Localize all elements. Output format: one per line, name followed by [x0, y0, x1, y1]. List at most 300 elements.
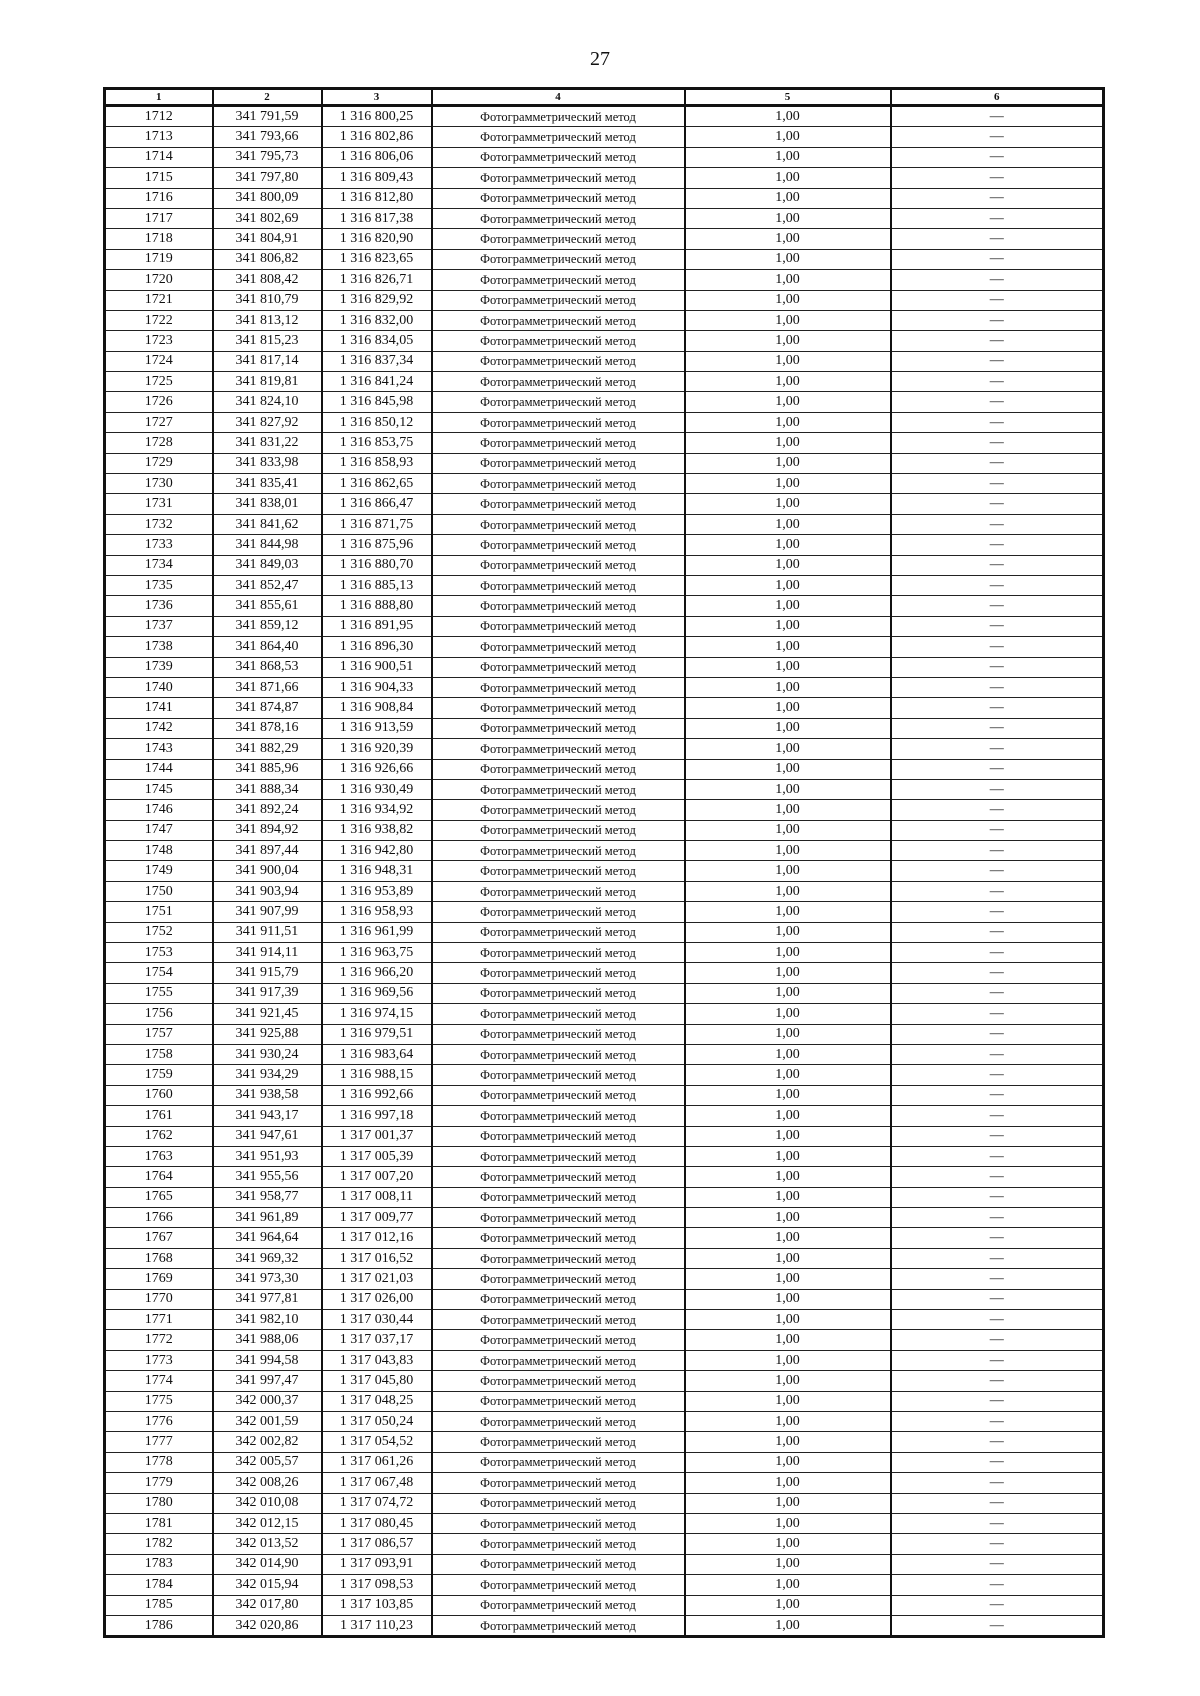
accuracy-cell: 1,00 — [685, 1044, 891, 1064]
y-coordinate-cell: 1 317 045,80 — [322, 1371, 432, 1391]
table-row — [105, 372, 1104, 392]
y-coordinate-cell: 1 316 891,95 — [322, 616, 432, 636]
y-coordinate-cell: 1 317 009,77 — [322, 1208, 432, 1228]
y-coordinate-cell: 1 316 920,39 — [322, 739, 432, 759]
method-cell: Фотограмметрический метод — [432, 453, 685, 473]
y-coordinate-cell: 1 316 934,92 — [322, 800, 432, 820]
method-cell: Фотограмметрический метод — [432, 1065, 685, 1085]
point-number-cell: 1784 — [105, 1575, 213, 1595]
column-header-6: 6 — [891, 89, 1104, 106]
point-number-cell: 1748 — [105, 841, 213, 861]
point-number-cell: 1726 — [105, 392, 213, 412]
table-row — [105, 637, 1104, 657]
point-number-cell: 1783 — [105, 1554, 213, 1574]
note-cell: — — [891, 331, 1104, 351]
note-cell: — — [891, 1085, 1104, 1105]
note-cell: — — [891, 902, 1104, 922]
y-coordinate-cell: 1 317 067,48 — [322, 1473, 432, 1493]
x-coordinate-cell: 341 964,64 — [213, 1228, 322, 1248]
accuracy-cell: 1,00 — [685, 800, 891, 820]
accuracy-cell: 1,00 — [685, 168, 891, 188]
method-cell: Фотограмметрический метод — [432, 820, 685, 840]
y-coordinate-cell: 1 316 913,59 — [322, 718, 432, 738]
x-coordinate-cell: 341 885,96 — [213, 759, 322, 779]
method-cell: Фотограмметрический метод — [432, 1493, 685, 1513]
table-row — [105, 922, 1104, 942]
note-cell: — — [891, 983, 1104, 1003]
method-cell: Фотограмметрический метод — [432, 1432, 685, 1452]
point-number-cell: 1759 — [105, 1065, 213, 1085]
table-row — [105, 1554, 1104, 1574]
method-cell: Фотограмметрический метод — [432, 1452, 685, 1472]
note-cell: — — [891, 1554, 1104, 1574]
method-cell: Фотограмметрический метод — [432, 535, 685, 555]
point-number-cell: 1745 — [105, 779, 213, 799]
accuracy-cell: 1,00 — [685, 759, 891, 779]
note-cell: — — [891, 412, 1104, 432]
x-coordinate-cell: 341 813,12 — [213, 310, 322, 330]
method-cell: Фотограмметрический метод — [432, 963, 685, 983]
accuracy-cell: 1,00 — [685, 983, 891, 1003]
table-row — [105, 963, 1104, 983]
note-cell: — — [891, 1269, 1104, 1289]
y-coordinate-cell: 1 316 953,89 — [322, 881, 432, 901]
table-row — [105, 1513, 1104, 1533]
table-row — [105, 514, 1104, 534]
method-cell: Фотограмметрический метод — [432, 759, 685, 779]
x-coordinate-cell: 341 835,41 — [213, 474, 322, 494]
table-row — [105, 208, 1104, 228]
method-cell: Фотограмметрический метод — [432, 1106, 685, 1126]
y-coordinate-cell: 1 316 841,24 — [322, 372, 432, 392]
y-coordinate-cell: 1 317 001,37 — [322, 1126, 432, 1146]
table-row — [105, 1330, 1104, 1350]
y-coordinate-cell: 1 317 093,91 — [322, 1554, 432, 1574]
y-coordinate-cell: 1 316 969,56 — [322, 983, 432, 1003]
accuracy-cell: 1,00 — [685, 229, 891, 249]
x-coordinate-cell: 341 831,22 — [213, 433, 322, 453]
table-row — [105, 1065, 1104, 1085]
x-coordinate-cell: 341 947,61 — [213, 1126, 322, 1146]
y-coordinate-cell: 1 316 908,84 — [322, 698, 432, 718]
accuracy-cell: 1,00 — [685, 739, 891, 759]
method-cell: Фотограмметрический метод — [432, 637, 685, 657]
accuracy-cell: 1,00 — [685, 698, 891, 718]
table-row — [105, 1432, 1104, 1452]
accuracy-cell: 1,00 — [685, 331, 891, 351]
x-coordinate-cell: 341 841,62 — [213, 514, 322, 534]
x-coordinate-cell: 341 977,81 — [213, 1289, 322, 1309]
y-coordinate-cell: 1 316 900,51 — [322, 657, 432, 677]
accuracy-cell: 1,00 — [685, 1554, 891, 1574]
table-row — [105, 331, 1104, 351]
method-cell: Фотограмметрический метод — [432, 1208, 685, 1228]
table-row — [105, 779, 1104, 799]
point-number-cell: 1733 — [105, 535, 213, 555]
x-coordinate-cell: 341 897,44 — [213, 841, 322, 861]
accuracy-cell: 1,00 — [685, 677, 891, 697]
point-number-cell: 1741 — [105, 698, 213, 718]
note-cell: — — [891, 1615, 1104, 1636]
point-number-cell: 1736 — [105, 596, 213, 616]
x-coordinate-cell: 342 015,94 — [213, 1575, 322, 1595]
table-row — [105, 1391, 1104, 1411]
x-coordinate-cell: 341 817,14 — [213, 351, 322, 371]
point-number-cell: 1770 — [105, 1289, 213, 1309]
x-coordinate-cell: 341 827,92 — [213, 412, 322, 432]
y-coordinate-cell: 1 316 875,96 — [322, 535, 432, 555]
y-coordinate-cell: 1 316 885,13 — [322, 575, 432, 595]
method-cell: Фотограмметрический метод — [432, 861, 685, 881]
table-row — [105, 1493, 1104, 1513]
x-coordinate-cell: 341 874,87 — [213, 698, 322, 718]
method-cell: Фотограмметрический метод — [432, 1269, 685, 1289]
point-number-cell: 1771 — [105, 1310, 213, 1330]
method-cell: Фотограмметрический метод — [432, 392, 685, 412]
table-row — [105, 1269, 1104, 1289]
method-cell: Фотограмметрический метод — [432, 249, 685, 269]
method-cell: Фотограмметрический метод — [432, 718, 685, 738]
point-number-cell: 1780 — [105, 1493, 213, 1513]
table-row — [105, 841, 1104, 861]
point-number-cell: 1746 — [105, 800, 213, 820]
x-coordinate-cell: 341 810,79 — [213, 290, 322, 310]
accuracy-cell: 1,00 — [685, 1595, 891, 1615]
table-row — [105, 351, 1104, 371]
table-row — [105, 147, 1104, 167]
y-coordinate-cell: 1 317 016,52 — [322, 1248, 432, 1268]
point-number-cell: 1781 — [105, 1513, 213, 1533]
y-coordinate-cell: 1 317 008,11 — [322, 1187, 432, 1207]
note-cell: — — [891, 1534, 1104, 1554]
method-cell: Фотограмметрический метод — [432, 168, 685, 188]
x-coordinate-cell: 341 925,88 — [213, 1024, 322, 1044]
point-number-cell: 1761 — [105, 1106, 213, 1126]
table-row — [105, 106, 1104, 127]
method-cell: Фотограмметрический метод — [432, 943, 685, 963]
accuracy-cell: 1,00 — [685, 1146, 891, 1166]
table-row — [105, 1534, 1104, 1554]
note-cell: — — [891, 596, 1104, 616]
point-number-cell: 1725 — [105, 372, 213, 392]
table-row — [105, 820, 1104, 840]
table-row — [105, 800, 1104, 820]
accuracy-cell: 1,00 — [685, 1513, 891, 1533]
x-coordinate-cell: 341 951,93 — [213, 1146, 322, 1166]
x-coordinate-cell: 341 982,10 — [213, 1310, 322, 1330]
table-row — [105, 881, 1104, 901]
note-cell: — — [891, 963, 1104, 983]
x-coordinate-cell: 341 804,91 — [213, 229, 322, 249]
method-cell: Фотограмметрический метод — [432, 514, 685, 534]
point-number-cell: 1734 — [105, 555, 213, 575]
y-coordinate-cell: 1 317 007,20 — [322, 1167, 432, 1187]
table-row — [105, 127, 1104, 147]
y-coordinate-cell: 1 316 834,05 — [322, 331, 432, 351]
x-coordinate-cell: 341 802,69 — [213, 208, 322, 228]
accuracy-cell: 1,00 — [685, 412, 891, 432]
note-cell: — — [891, 535, 1104, 555]
point-number-cell: 1756 — [105, 1004, 213, 1024]
note-cell: — — [891, 1024, 1104, 1044]
y-coordinate-cell: 1 316 979,51 — [322, 1024, 432, 1044]
method-cell: Фотограмметрический метод — [432, 474, 685, 494]
accuracy-cell: 1,00 — [685, 392, 891, 412]
method-cell: Фотограмметрический метод — [432, 1289, 685, 1309]
accuracy-cell: 1,00 — [685, 1310, 891, 1330]
table-row — [105, 229, 1104, 249]
y-coordinate-cell: 1 316 966,20 — [322, 963, 432, 983]
x-coordinate-cell: 341 994,58 — [213, 1350, 322, 1370]
note-cell: — — [891, 841, 1104, 861]
note-cell: — — [891, 575, 1104, 595]
y-coordinate-cell: 1 316 862,65 — [322, 474, 432, 494]
x-coordinate-cell: 341 871,66 — [213, 677, 322, 697]
note-cell: — — [891, 1004, 1104, 1024]
point-number-cell: 1740 — [105, 677, 213, 697]
accuracy-cell: 1,00 — [685, 841, 891, 861]
method-cell: Фотограмметрический метод — [432, 555, 685, 575]
y-coordinate-cell: 1 316 820,90 — [322, 229, 432, 249]
point-number-cell: 1738 — [105, 637, 213, 657]
y-coordinate-cell: 1 316 809,43 — [322, 168, 432, 188]
x-coordinate-cell: 341 973,30 — [213, 1269, 322, 1289]
x-coordinate-cell: 341 997,47 — [213, 1371, 322, 1391]
method-cell: Фотограмметрический метод — [432, 1187, 685, 1207]
accuracy-cell: 1,00 — [685, 1208, 891, 1228]
point-number-cell: 1772 — [105, 1330, 213, 1350]
accuracy-cell: 1,00 — [685, 616, 891, 636]
note-cell: — — [891, 555, 1104, 575]
method-cell: Фотограмметрический метод — [432, 1004, 685, 1024]
x-coordinate-cell: 341 930,24 — [213, 1044, 322, 1064]
method-cell: Фотограмметрический метод — [432, 1473, 685, 1493]
accuracy-cell: 1,00 — [685, 453, 891, 473]
method-cell: Фотограмметрический метод — [432, 881, 685, 901]
note-cell: — — [891, 229, 1104, 249]
note-cell: — — [891, 759, 1104, 779]
method-cell: Фотограмметрический метод — [432, 290, 685, 310]
accuracy-cell: 1,00 — [685, 1534, 891, 1554]
note-cell: — — [891, 372, 1104, 392]
x-coordinate-cell: 341 911,51 — [213, 922, 322, 942]
note-cell: — — [891, 1044, 1104, 1064]
method-cell: Фотограмметрический метод — [432, 1615, 685, 1636]
table-row — [105, 1187, 1104, 1207]
accuracy-cell: 1,00 — [685, 1167, 891, 1187]
y-coordinate-cell: 1 316 817,38 — [322, 208, 432, 228]
table-row — [105, 1412, 1104, 1432]
note-cell: — — [891, 1065, 1104, 1085]
table-row — [105, 698, 1104, 718]
point-number-cell: 1774 — [105, 1371, 213, 1391]
x-coordinate-cell: 341 808,42 — [213, 270, 322, 290]
method-cell: Фотограмметрический метод — [432, 1513, 685, 1533]
point-number-cell: 1732 — [105, 514, 213, 534]
y-coordinate-cell: 1 316 926,66 — [322, 759, 432, 779]
accuracy-cell: 1,00 — [685, 127, 891, 147]
point-number-cell: 1728 — [105, 433, 213, 453]
y-coordinate-cell: 1 316 948,31 — [322, 861, 432, 881]
method-cell: Фотограмметрический метод — [432, 739, 685, 759]
accuracy-cell: 1,00 — [685, 188, 891, 208]
accuracy-cell: 1,00 — [685, 922, 891, 942]
table-row — [105, 943, 1104, 963]
accuracy-cell: 1,00 — [685, 1085, 891, 1105]
y-coordinate-cell: 1 316 958,93 — [322, 902, 432, 922]
table-row — [105, 1085, 1104, 1105]
coordinates-table — [103, 87, 1105, 1638]
point-number-cell: 1778 — [105, 1452, 213, 1472]
note-cell: — — [891, 1473, 1104, 1493]
note-cell: — — [891, 474, 1104, 494]
table-row — [105, 555, 1104, 575]
note-cell: — — [891, 1126, 1104, 1146]
column-header-4: 4 — [432, 89, 685, 106]
accuracy-cell: 1,00 — [685, 963, 891, 983]
accuracy-cell: 1,00 — [685, 1004, 891, 1024]
x-coordinate-cell: 341 852,47 — [213, 575, 322, 595]
x-coordinate-cell: 342 000,37 — [213, 1391, 322, 1411]
table-row — [105, 718, 1104, 738]
accuracy-cell: 1,00 — [685, 596, 891, 616]
y-coordinate-cell: 1 316 845,98 — [322, 392, 432, 412]
accuracy-cell: 1,00 — [685, 943, 891, 963]
point-number-cell: 1729 — [105, 453, 213, 473]
accuracy-cell: 1,00 — [685, 1330, 891, 1350]
table-row — [105, 270, 1104, 290]
method-cell: Фотограмметрический метод — [432, 106, 685, 127]
method-cell: Фотограмметрический метод — [432, 1085, 685, 1105]
point-number-cell: 1757 — [105, 1024, 213, 1044]
x-coordinate-cell: 341 806,82 — [213, 249, 322, 269]
table-row — [105, 494, 1104, 514]
table-row — [105, 657, 1104, 677]
column-header-1: 1 — [105, 89, 213, 106]
x-coordinate-cell: 341 795,73 — [213, 147, 322, 167]
point-number-cell: 1767 — [105, 1228, 213, 1248]
point-number-cell: 1737 — [105, 616, 213, 636]
x-coordinate-cell: 342 010,08 — [213, 1493, 322, 1513]
table-row — [105, 1248, 1104, 1268]
note-cell: — — [891, 270, 1104, 290]
note-cell: — — [891, 1412, 1104, 1432]
note-cell: — — [891, 922, 1104, 942]
point-number-cell: 1722 — [105, 310, 213, 330]
method-cell: Фотограмметрический метод — [432, 188, 685, 208]
x-coordinate-cell: 341 914,11 — [213, 943, 322, 963]
accuracy-cell: 1,00 — [685, 208, 891, 228]
method-cell: Фотограмметрический метод — [432, 1228, 685, 1248]
note-cell: — — [891, 433, 1104, 453]
y-coordinate-cell: 1 316 896,30 — [322, 637, 432, 657]
x-coordinate-cell: 342 002,82 — [213, 1432, 322, 1452]
method-cell: Фотограмметрический метод — [432, 616, 685, 636]
table-row — [105, 1208, 1104, 1228]
point-number-cell: 1768 — [105, 1248, 213, 1268]
accuracy-cell: 1,00 — [685, 1432, 891, 1452]
y-coordinate-cell: 1 317 026,00 — [322, 1289, 432, 1309]
x-coordinate-cell: 341 921,45 — [213, 1004, 322, 1024]
note-cell: — — [891, 861, 1104, 881]
point-number-cell: 1718 — [105, 229, 213, 249]
note-cell: — — [891, 188, 1104, 208]
x-coordinate-cell: 341 917,39 — [213, 983, 322, 1003]
note-cell: — — [891, 637, 1104, 657]
y-coordinate-cell: 1 316 880,70 — [322, 555, 432, 575]
note-cell: — — [891, 1208, 1104, 1228]
note-cell: — — [891, 1187, 1104, 1207]
table-row — [105, 1371, 1104, 1391]
x-coordinate-cell: 341 969,32 — [213, 1248, 322, 1268]
point-number-cell: 1730 — [105, 474, 213, 494]
point-number-cell: 1760 — [105, 1085, 213, 1105]
table-row — [105, 1228, 1104, 1248]
table-row — [105, 1044, 1104, 1064]
note-cell: — — [891, 739, 1104, 759]
column-header-2: 2 — [213, 89, 322, 106]
note-cell: — — [891, 290, 1104, 310]
x-coordinate-cell: 341 855,61 — [213, 596, 322, 616]
method-cell: Фотограмметрический метод — [432, 412, 685, 432]
x-coordinate-cell: 341 859,12 — [213, 616, 322, 636]
method-cell: Фотограмметрический метод — [432, 1044, 685, 1064]
x-coordinate-cell: 341 903,94 — [213, 881, 322, 901]
x-coordinate-cell: 342 005,57 — [213, 1452, 322, 1472]
point-number-cell: 1751 — [105, 902, 213, 922]
method-cell: Фотограмметрический метод — [432, 310, 685, 330]
table-row — [105, 392, 1104, 412]
y-coordinate-cell: 1 317 037,17 — [322, 1330, 432, 1350]
x-coordinate-cell: 342 017,80 — [213, 1595, 322, 1615]
accuracy-cell: 1,00 — [685, 1228, 891, 1248]
x-coordinate-cell: 341 800,09 — [213, 188, 322, 208]
table-row — [105, 1167, 1104, 1187]
x-coordinate-cell: 342 020,86 — [213, 1615, 322, 1636]
method-cell: Фотограмметрический метод — [432, 1391, 685, 1411]
method-cell: Фотограмметрический метод — [432, 1371, 685, 1391]
method-cell: Фотограмметрический метод — [432, 1554, 685, 1574]
table-row — [105, 902, 1104, 922]
note-cell: — — [891, 1167, 1104, 1187]
accuracy-cell: 1,00 — [685, 718, 891, 738]
accuracy-cell: 1,00 — [685, 555, 891, 575]
point-number-cell: 1753 — [105, 943, 213, 963]
note-cell: — — [891, 208, 1104, 228]
method-cell: Фотограмметрический метод — [432, 1350, 685, 1370]
method-cell: Фотограмметрический метод — [432, 779, 685, 799]
point-number-cell: 1716 — [105, 188, 213, 208]
method-cell: Фотограмметрический метод — [432, 229, 685, 249]
method-cell: Фотограмметрический метод — [432, 983, 685, 1003]
note-cell: — — [891, 453, 1104, 473]
table-row — [105, 1024, 1104, 1044]
note-cell: — — [891, 1248, 1104, 1268]
method-cell: Фотограмметрический метод — [432, 575, 685, 595]
y-coordinate-cell: 1 316 930,49 — [322, 779, 432, 799]
method-cell: Фотограмметрический метод — [432, 1595, 685, 1615]
point-number-cell: 1752 — [105, 922, 213, 942]
accuracy-cell: 1,00 — [685, 657, 891, 677]
method-cell: Фотограмметрический метод — [432, 698, 685, 718]
accuracy-cell: 1,00 — [685, 779, 891, 799]
accuracy-cell: 1,00 — [685, 1371, 891, 1391]
table-row — [105, 188, 1104, 208]
note-cell: — — [891, 1432, 1104, 1452]
table-row — [105, 412, 1104, 432]
method-cell: Фотограмметрический метод — [432, 596, 685, 616]
table-row — [105, 739, 1104, 759]
